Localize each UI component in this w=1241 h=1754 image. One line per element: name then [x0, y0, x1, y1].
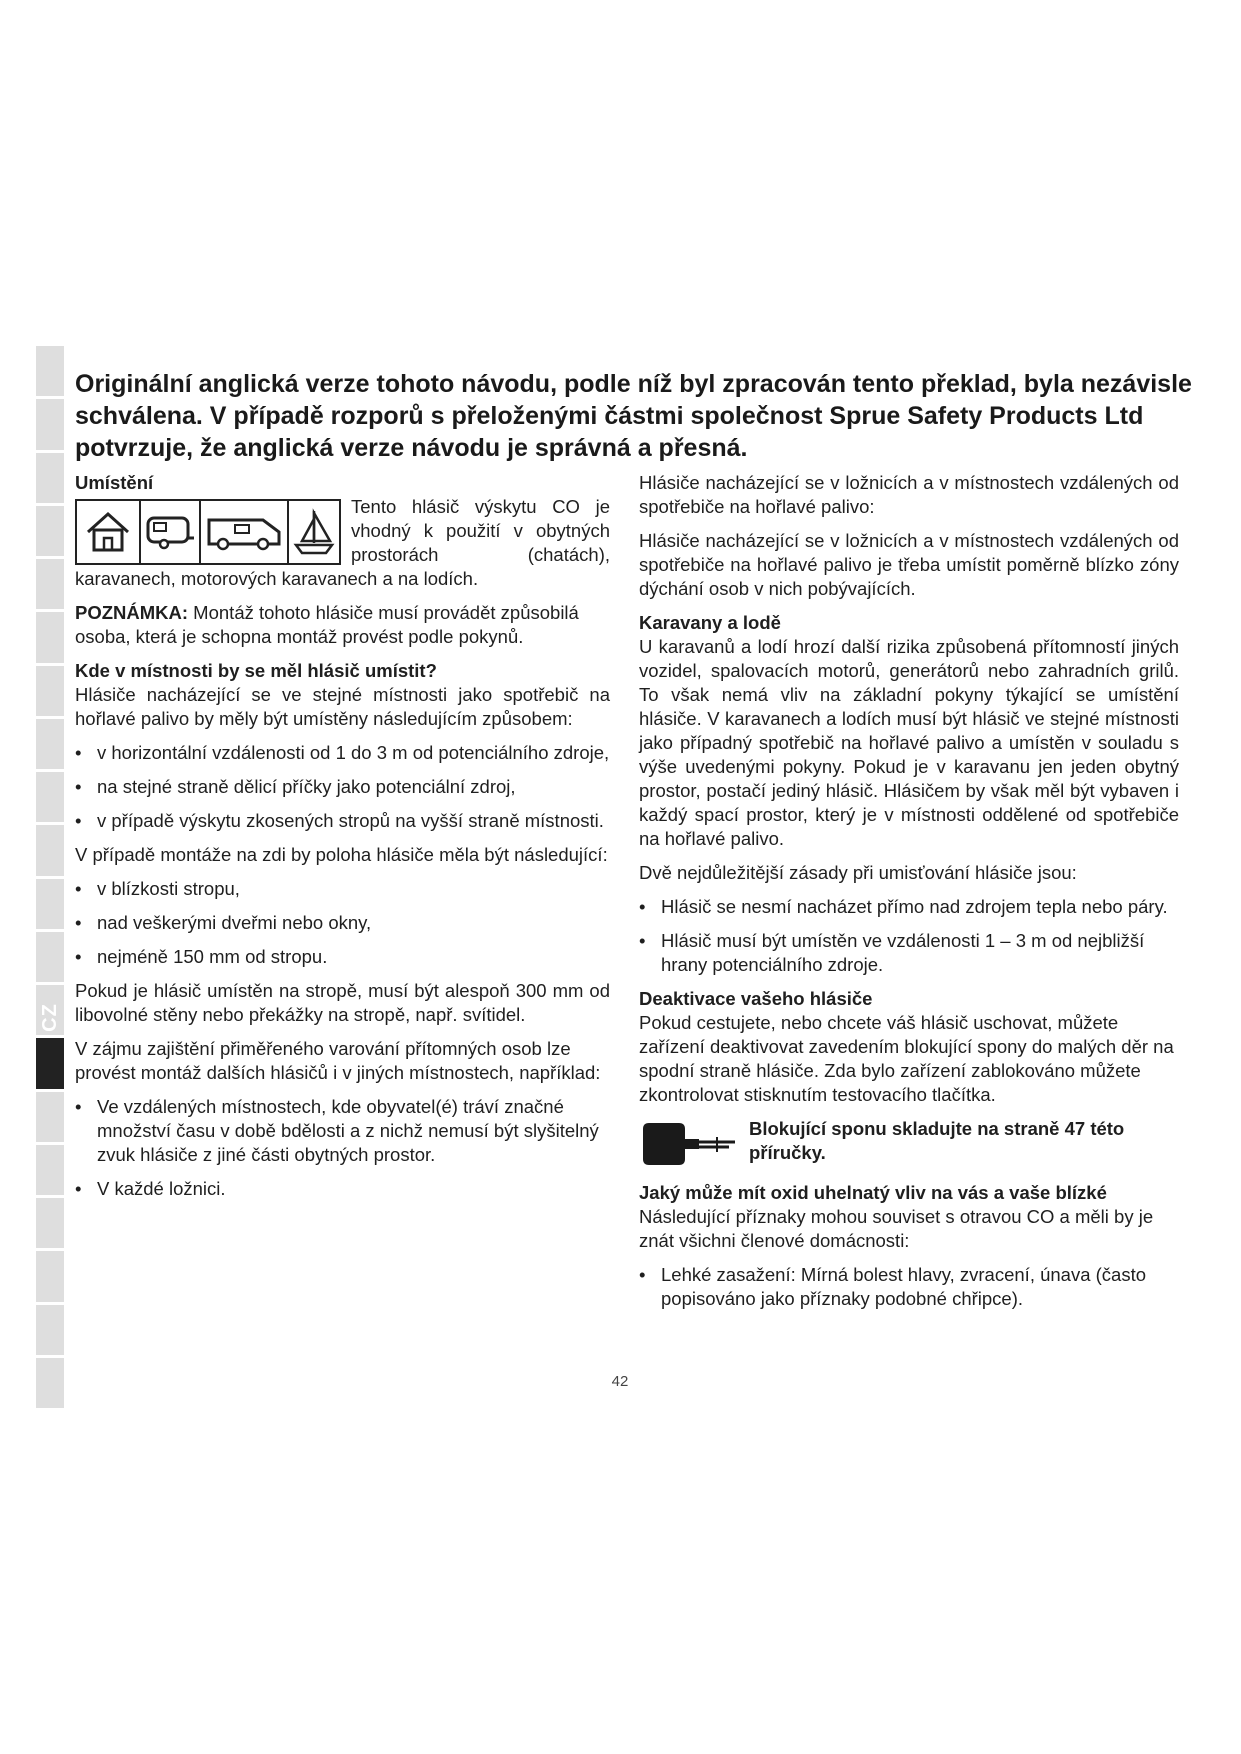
wall-bullets: [75, 877, 610, 969]
extra-bullets: [75, 1095, 610, 1201]
room-intro: Hlásiče nacházející se ve stejné místnosti jako spotřebič na hořlavé palivo by měly být umístěny následujícím způsobem:: [75, 684, 610, 729]
list-item: • v blízkosti stropu,: [75, 877, 610, 901]
house-icon: [77, 501, 141, 563]
bedroom-text-2: Hlásiče nacházející se v ložnicích a v místnostech vzdálených od spotřebiče na hořlavé palivo je třeba umístit poměrně blízko zóny dýchání osob v nich pobývajících.: [639, 530, 1179, 599]
note-text: Montáž tohoto hlásiče musí provádět způsobilá osoba, která je schopna montáž provést podle pokynů.: [75, 602, 579, 647]
page-title: Originální anglická verze tohoto návodu, podle níž byl zpracován tento překlad, byla nezávisle schválena. V případě rozporů s přeloženými částmi společnost Sprue Safety Products Ltd potvrzuje, že anglická verze návodu je správná a přesná.: [75, 370, 1192, 462]
list-item: • v horizontální vzdálenosti od 1 do 3 m od potenciálního zdroje,: [75, 741, 610, 765]
right-column: [639, 471, 1179, 1321]
dwelling-icons: [75, 499, 341, 565]
list-item: • nad veškerými dveřmi nebo okny,: [75, 911, 610, 935]
ceiling-text: Pokud je hlásič umístěn na stropě, musí být alespoň 300 mm od libovolné stěny nebo překážky na stropě, např. svítidel.: [75, 980, 610, 1025]
list-item: • Ve vzdálených místnostech, kde obyvatel(é) tráví značné množství času v době bdělosti a z nichž nemusí být slyšitelný zvuk hlásiče z jiné části obytných prostor.: [75, 1095, 610, 1167]
locking-clip-icon: [639, 1121, 739, 1167]
extra-intro: V zájmu zajištění přiměřeného varování přítomných osob lze provést montáž dalších hlásičů i v jiných místnostech, například:: [75, 1038, 601, 1083]
motorhome-icon: [201, 501, 289, 563]
left-column: [75, 471, 610, 1211]
clip-note: [639, 1117, 1179, 1167]
bedroom-text-1: Hlásiče nacházející se v ložnicích a v místnostech vzdálených od spotřebiče na hořlavé palivo:: [639, 472, 1179, 517]
placement-heading: Umístění: [75, 472, 154, 493]
placement-text: Tento hlásič výskytu CO je vhodný k použití v obytných prostorách (chatách), karavanech, motorových karavanech a na lodích.: [75, 496, 610, 589]
caravan-heading: Karavany a lodě: [639, 612, 781, 633]
principles-intro: Dvě nejdůležitější zásady při umisťování hlásiče jsou:: [639, 862, 1077, 883]
boat-icon: [289, 501, 339, 563]
note-label: POZNÁMKA:: [75, 602, 189, 623]
list-item: • v případě výskytu zkosených stropů na vyšší straně místnosti.: [75, 809, 610, 833]
wall-intro: V případě montáže na zdi by poloha hlásiče měla být následující:: [75, 844, 608, 865]
principles-bullets: [639, 895, 1179, 977]
co-text: Následující příznaky mohou souviset s otravou CO a měli by je znát všichni členové domácnosti:: [639, 1206, 1154, 1251]
list-item: • Hlásič se nesmí nacházet přímo nad zdrojem tepla nebo páry.: [639, 895, 1179, 919]
side-tab-strip: [36, 346, 64, 1408]
co-heading: Jaký může mít oxid uhelnatý vliv na vás a vaše blízké: [639, 1182, 1107, 1203]
list-item: • Hlásič musí být umístěn ve vzdálenosti 1 – 3 m od nejbližší hrany potenciálního zdroje.: [639, 929, 1179, 977]
room-bullets: [75, 741, 610, 833]
page-number: 42: [611, 1373, 629, 1390]
deactivate-heading: Deaktivace vašeho hlásiče: [639, 988, 873, 1009]
list-item: • na stejné straně dělicí příčky jako potenciální zdroj,: [75, 775, 610, 799]
list-item: • nejméně 150 mm od stropu.: [75, 945, 610, 969]
note-paragraph: [75, 601, 610, 649]
co-bullets: [639, 1263, 1179, 1311]
list-item: • Lehké zasažení: Mírná bolest hlavy, zvracení, únava (často popisováno jako příznaky podobné chřipce).: [639, 1263, 1179, 1311]
clip-note-text: Blokující sponu skladujte na straně 47 této příručky.: [749, 1118, 1125, 1163]
list-item: • V každé ložnici.: [75, 1177, 610, 1201]
deactivate-text: Pokud cestujete, nebo chcete váš hlásič uschovat, můžete zařízení deaktivovat zavedením blokující spony do malých děr na spodní straně hlásiče. Zda bylo zařízení zablokováno můžete zkontrolovat stisknutím testovacího tlačítka.: [639, 1012, 1174, 1105]
room-heading: Kde v místnosti by se měl hlásič umístit?: [75, 660, 437, 681]
language-tab-cz: CZ: [38, 1002, 61, 1032]
caravan-icon: [141, 501, 201, 563]
caravan-text: U karavanů a lodí hrozí další rizika způsobená přítomností jiných vozidel, spalovacích motorů, generátorů nebo zahradních grilů. To však nemá vliv na základní pokyny týkající se umístění hlásiče. V karavanech a lodích musí být hlásič ve stejné místnosti jako případný spotřebič na hořlavé palivo a umístěn v souladu s výše uvedenými pokyny. Pokud je v karavanu jen jeden obytný prostor, postačí jediný hlásič. Hlásičem by však měl být vybaven i každý spací prostor, který je v místnosti oddělené od spotřebiče na hořlavé palivo.: [639, 636, 1179, 849]
